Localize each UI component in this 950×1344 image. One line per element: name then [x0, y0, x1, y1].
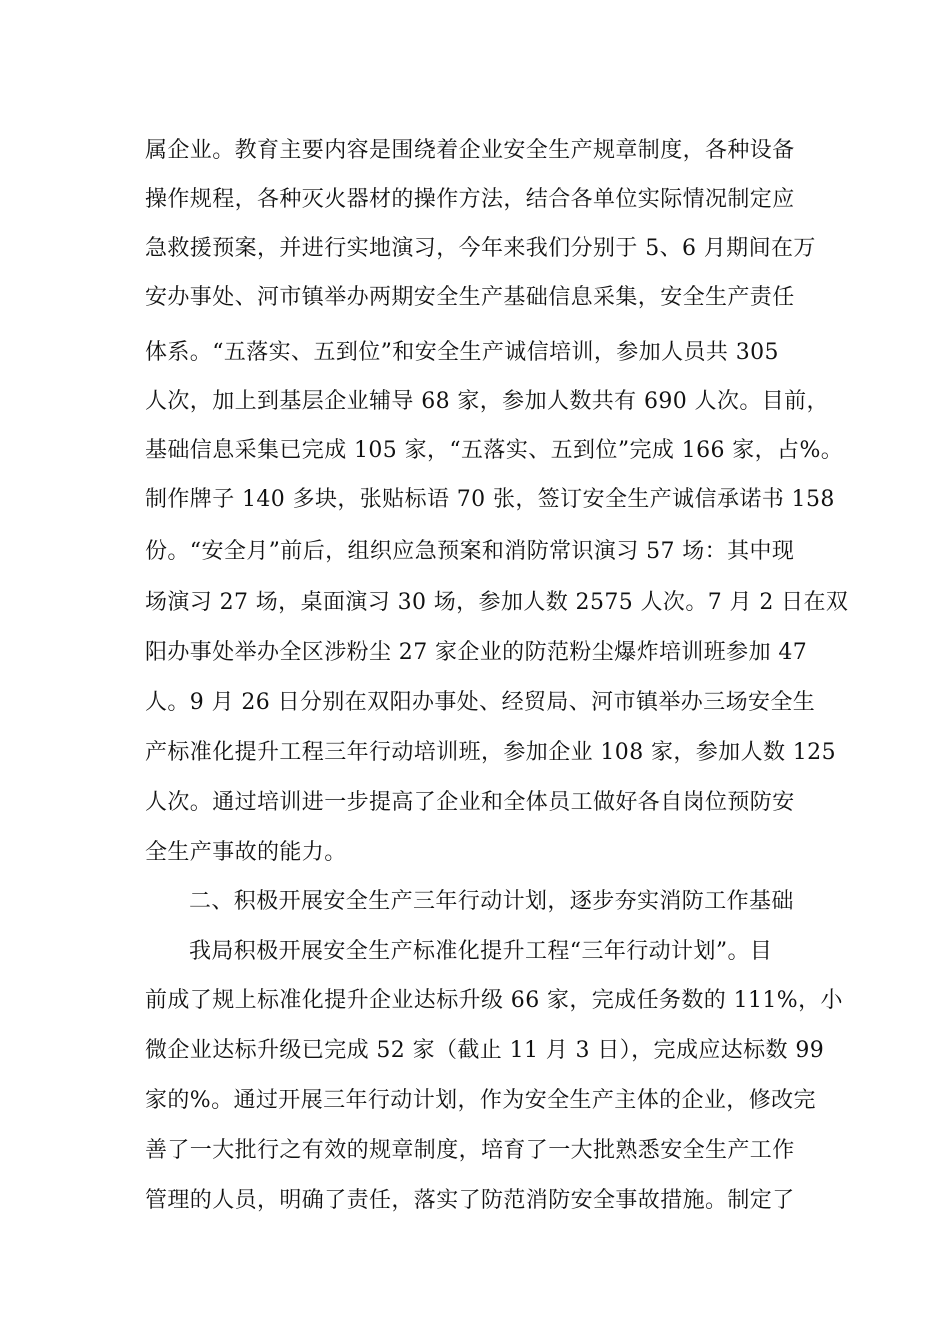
text-line: 人次。通过培训进一步提高了企业和全体员工做好各自岗位预防安 — [145, 790, 795, 815]
text-line: 操作规程，各种灭火器材的操作方法，结合各单位实际情况制定应 — [145, 187, 795, 212]
text-line: 前成了规上标准化提升企业达标升级 66 家，完成任务数的 111%，小 — [145, 988, 843, 1013]
text-line: 属企业。教育主要内容是围绕着企业安全生产规章制度，各种设备 — [145, 138, 795, 163]
text-line: 人。9 月 26 日分别在双阳办事处、经贸局、河市镇举办三场安全生 — [145, 690, 816, 715]
text-line: 阳办事处举办全区涉粉尘 27 家企业的防范粉尘爆炸培训班参加 47 — [145, 640, 808, 665]
text-line: 制作牌子 140 多块，张贴标语 70 张，签订安全生产诚信承诺书 158 — [145, 487, 835, 512]
text-line: 我局积极开展安全生产标准化提升工程“三年行动计划”。目 — [189, 939, 773, 964]
text-line: 场演习 27 场，桌面演习 30 场，参加人数 2575 人次。7 月 2 日在双 — [145, 590, 849, 615]
text-line: 安办事处、河市镇举办两期安全生产基础信息采集，安全生产责任 — [145, 285, 795, 310]
text-line: 基础信息采集已完成 105 家，“五落实、五到位”完成 166 家，占%。 — [145, 438, 844, 463]
text-line: 家的%。通过开展三年行动计划，作为安全生产主体的企业，修改完 — [145, 1088, 816, 1113]
text-line: 微企业达标升级已完成 52 家（截止 11 月 3 日），完成应达标数 99 — [145, 1038, 825, 1063]
text-line: 全生产事故的能力。 — [145, 840, 347, 865]
text-line: 急救援预案，并进行实地演习，今年来我们分别于 5、6 月期间在万 — [145, 236, 816, 261]
text-line: 人次，加上到基层企业辅导 68 家，参加人数共有 690 人次。目前， — [145, 389, 829, 414]
text-line: 体系。“五落实、五到位”和安全生产诚信培训，参加人员共 305 — [145, 340, 779, 365]
text-line: 善了一大批行之有效的规章制度，培育了一大批熟悉安全生产工作 — [145, 1138, 795, 1163]
text-line: 份。“安全月”前后，组织应急预案和消防常识演习 57 场：其中现 — [145, 539, 795, 564]
section-heading: 二、积极开展安全生产三年行动计划，逐步夯实消防工作基础 — [189, 889, 794, 914]
text-line: 产标准化提升工程三年行动培训班，参加企业 108 家，参加人数 125 — [145, 740, 836, 765]
text-line: 管理的人员，明确了责任，落实了防范消防安全事故措施。制定了 — [145, 1188, 795, 1213]
